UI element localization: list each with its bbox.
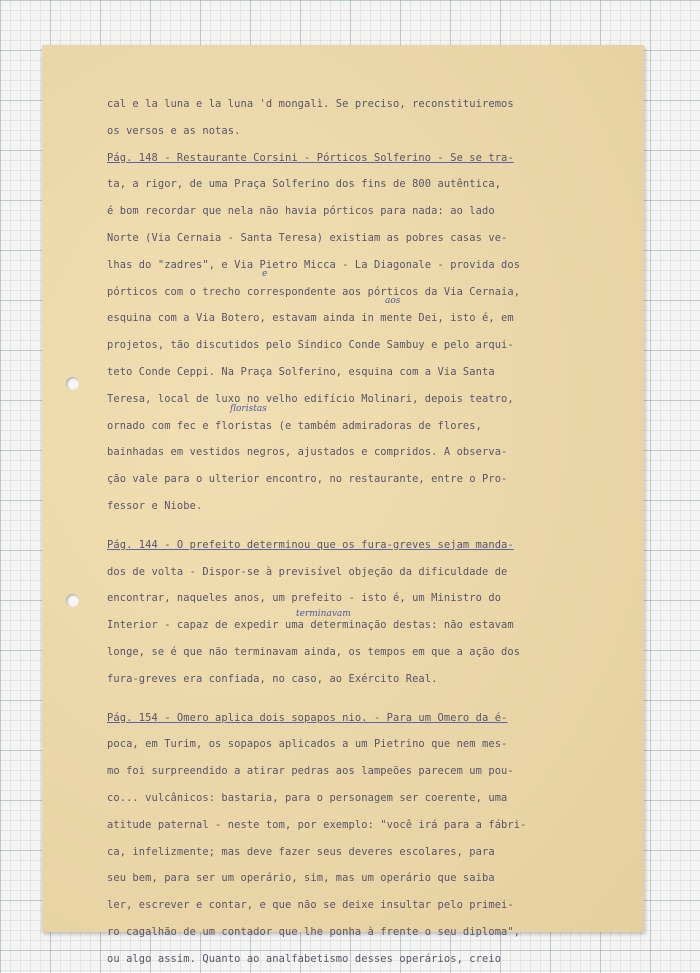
text-line: encontrar, naqueles anos, um prefeito - isto é, um Ministro do	[107, 592, 502, 605]
text-line: ou algo assim. Quanto ao analfabetismo desses operários, creio	[107, 952, 502, 965]
text-line: mo foi surpreendido a atirar pedras aos lampeões parecem um pou-	[107, 765, 514, 778]
text-line: co... vulcânicos: bastaria, para o personagem ser coerente, uma	[107, 791, 508, 804]
text-line: seu bem, para ser um operário, sim, mas um operário que saiba	[107, 872, 495, 885]
text-line: dos de volta - Dispor-se à previsível objeção da dificuldade de	[107, 565, 508, 578]
handwritten-note-aos: aos	[385, 296, 401, 306]
text-line: projetos, tão discutidos pelo Síndico Conde Sambuy e pelo arqui-	[107, 339, 514, 352]
punch-hole-bottom	[66, 594, 79, 607]
text-line: esquina com a Via Botero, estavam ainda in mente Dei, isto é, em	[107, 312, 514, 325]
text-line: ção vale para o ulterior encontro, no restaurante, entre o Pro-	[107, 473, 508, 486]
text-line: ler, escrever e contar, e que não se deixe insultar pelo primei-	[107, 899, 514, 912]
text-line: cal e la luna e la luna 'd mongalì. Se preciso, reconstituiremos	[107, 98, 514, 110]
punch-hole-top	[66, 377, 79, 390]
text-line: fura-greves era confiada, no caso, ao Exército Real.	[107, 672, 438, 685]
text-line: longe, se é que não terminavam ainda, os tempos em que a ação dos	[107, 645, 521, 658]
text-line: Teresa, local de luxo no velho edifício Molinari, depois teatro,	[107, 392, 514, 405]
page-text	[107, 91, 587, 973]
heading-pag-144: Pág. 144 - O prefeito determinou que os fura-greves sejam manda-	[107, 538, 514, 551]
heading-pag-148: Pág. 148 - Restaurante Corsini - Pórticos Solferino - Se se tra-	[107, 151, 514, 164]
heading-pag-154: Pág. 154 - Omero aplica dois sopapos nio. - Para um Omero da é-	[107, 711, 508, 724]
text-line: pórticos com o trecho correspondente aos pórticos da Via Cernaia,	[107, 285, 521, 298]
text-line: os versos e as notas.	[107, 124, 241, 137]
handwritten-note-e: e	[262, 269, 268, 279]
text-line: Interior - capaz de expedir uma determinação destas: não estavam	[107, 619, 514, 632]
text-line: ca, infelizmente; mas deve fazer seus deveres escolares, para	[107, 845, 495, 858]
handwritten-note-floristas: floristas	[230, 404, 267, 414]
text-line: é bom recordar que nela não havia pórticos para nada: ao lado	[107, 205, 495, 218]
text-line: teto Conde Ceppi. Na Praça Solferino, esquina com a Via Santa	[107, 365, 495, 378]
text-line: Norte (Via Cernaia - Santa Teresa) existiam as pobres casas ve-	[107, 231, 508, 244]
handwritten-note-terminavam: terminavam	[296, 609, 351, 619]
text-line: ro cagalhão de um contador que lhe ponha à frente o seu diploma",	[107, 925, 521, 938]
text-line: ornado com fec e floristas (e também admiradoras de flores,	[107, 419, 482, 432]
text-line: atitude paternal - neste tom, por exemplo: "você irá para a fábri-	[107, 818, 527, 831]
text-line: bainhadas em vestidos negros, ajustados e compridos. A observa-	[107, 446, 508, 459]
text-line: lhas do "zadres", e Via Pietro Micca - La Diagonale - provida dos	[107, 258, 521, 271]
text-line: fessor e Niobe.	[107, 499, 203, 512]
text-line: poca, em Turim, os sopapos aplicados a um Pietrino que nem mes-	[107, 738, 508, 751]
text-line: ta, a rigor, de uma Praça Solferino dos fins de 800 autêntica,	[107, 178, 502, 191]
